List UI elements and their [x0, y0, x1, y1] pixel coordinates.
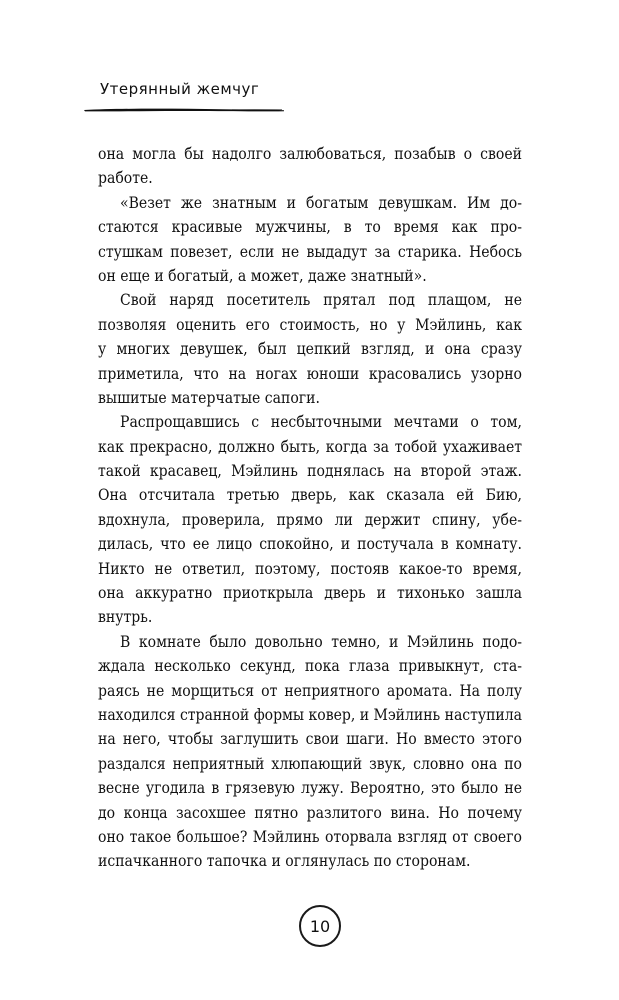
text-line: Распрощавшись с несбыточными мечтами о том,	[120, 413, 522, 432]
text-line: такой красавец, Мэйлинь поднялась на второй этаж.	[98, 462, 522, 481]
text-line: раясь не морщиться от неприятного аромата. На полу	[98, 681, 522, 700]
text-line: внутрь.	[98, 608, 153, 627]
text-line: до конца засохшее пятно разлитого вина. Но почему	[98, 803, 522, 822]
text-line: позволяя оценить его стоимость, но у Мэйлинь, как	[98, 315, 522, 334]
text-line: В комнате было довольно темно, и Мэйлинь подо-	[120, 632, 522, 651]
page-number-badge	[299, 905, 341, 947]
text-line: находился странной формы ковер, и Мэйлинь наступила	[98, 705, 522, 724]
text-line: она могла бы надолго залюбоваться, позабыв о своей	[98, 145, 522, 163]
text-line: раздался неприятный хлюпающий звук, словно она по	[98, 754, 522, 773]
text-line: как прекрасно, должно быть, когда за тобой ухаживает	[98, 437, 522, 456]
text-line: стаются красивые мужчины, в то время как про-	[98, 218, 522, 237]
text-line: Свой наряд посетитель прятал под плащом, не	[120, 291, 522, 310]
text-line: работе.	[98, 169, 153, 188]
text-line: вышитые матерчатые сапоги.	[98, 388, 320, 407]
text-line: «Везет же знатным и богатым девушкам. Им до-	[120, 193, 522, 212]
text-line: он еще и богатый, а может, даже знатный».	[98, 266, 427, 285]
text-line: на него, чтобы заглушить свои шаги. Но вместо этого	[98, 730, 522, 749]
text-line: ждала несколько секунд, пока глаза привыкнут, ста-	[98, 657, 522, 676]
text-line: приметила, что на ногах юноши красовались узорно	[98, 364, 522, 383]
text-line: оно такое большое? Мэйлинь оторвала взгляд от своего	[98, 827, 522, 846]
text-line: у многих девушек, был цепкий взгляд, и она сразу	[98, 340, 522, 359]
header-brush-rule	[82, 105, 286, 115]
page-number: 10	[309, 916, 331, 936]
body-text	[98, 142, 522, 874]
text-line: она аккуратно приоткрыла дверь и тихонько зашла	[98, 584, 522, 603]
text-line: Она отсчитала третью дверь, как сказала ей Бию,	[98, 486, 522, 505]
text-line: вдохнула, проверила, прямо ли держит спину, убе-	[98, 510, 522, 529]
text-line: весне угодила в грязевую лужу. Вероятно, это было не	[98, 779, 522, 798]
text-line: Никто не ответил, поэтому, постояв какое-то время,	[98, 559, 522, 578]
text-line: испачканного тапочка и оглянулась по сторонам.	[98, 852, 471, 871]
running-title: Утерянный жемчуг	[100, 80, 260, 98]
text-line: дилась, что ее лицо спокойно, и постучала в комнату.	[98, 535, 522, 554]
text-line: стушкам повезет, если не выдадут за старика. Небось	[98, 242, 522, 261]
